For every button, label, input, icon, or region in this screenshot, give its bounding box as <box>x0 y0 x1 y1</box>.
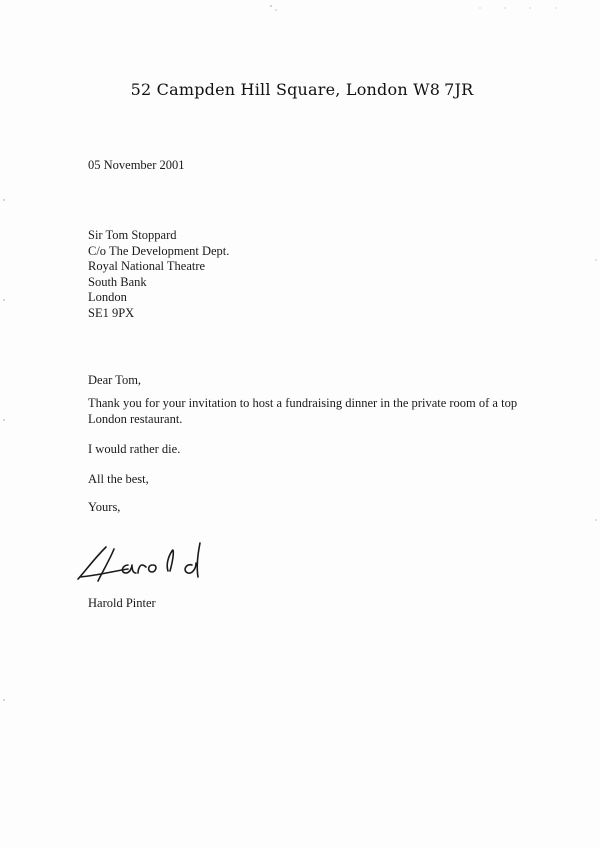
body-paragraph-regards: All the best, <box>88 472 149 486</box>
recipient-postcode: SE1 9PX <box>88 305 135 320</box>
closing: Yours, <box>88 500 121 514</box>
salutation: Dear Tom, <box>88 373 142 387</box>
recipient-city: London <box>88 290 127 304</box>
body-paragraph-invitation: Thank you for your invitation to host a fundraising dinner in the private room of a top London restaurant. <box>88 396 518 426</box>
handwritten-signature <box>70 535 250 595</box>
signer-name: Harold Pinter <box>88 596 156 610</box>
recipient-department: C/o The Development Dept. <box>88 243 230 258</box>
letterhead-street: 52 Campden Hill Square, London W8 <box>130 80 441 99</box>
recipient-organization: Royal National Theatre <box>88 259 206 273</box>
recipient-address <box>88 228 229 321</box>
recipient-street: South Bank <box>88 274 147 289</box>
body-paragraph-refusal: I would rather die. <box>88 442 181 456</box>
letterhead-postcode: 7JR <box>444 80 474 99</box>
recipient-name: Sir Tom Stoppard <box>88 228 177 242</box>
letterhead-address <box>0 80 600 99</box>
letter-date: 05 November 2001 <box>88 158 185 172</box>
